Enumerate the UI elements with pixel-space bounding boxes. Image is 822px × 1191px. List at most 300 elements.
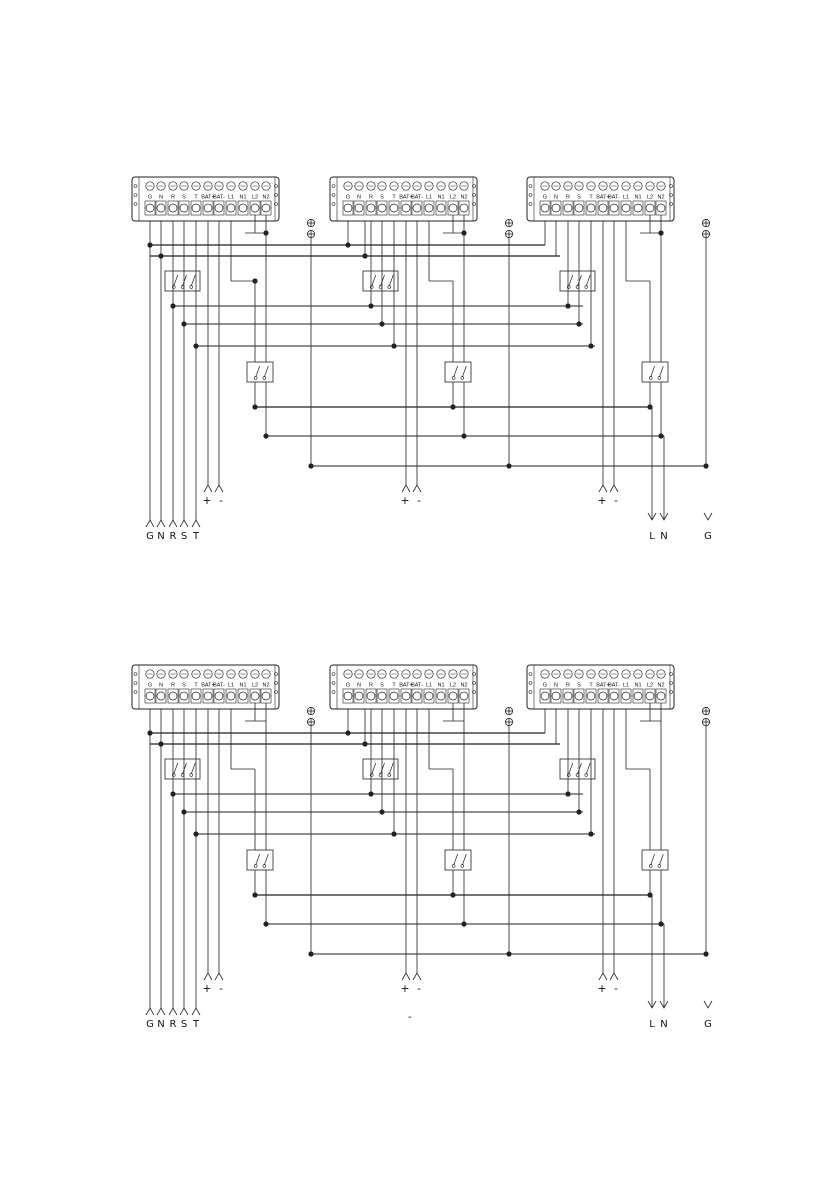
junction-dot xyxy=(576,321,581,326)
terminal-cell xyxy=(574,201,584,215)
terminal-label: R xyxy=(171,682,175,689)
terminal-cell xyxy=(645,201,655,215)
input-label: T xyxy=(192,1019,200,1030)
junction-dot xyxy=(565,303,570,308)
switch-housing xyxy=(247,362,273,382)
mount-hole xyxy=(134,194,137,197)
terminal-label: N xyxy=(357,194,361,201)
switch-contact xyxy=(576,286,579,289)
terminal-label: L1 xyxy=(425,194,433,201)
input-arrow xyxy=(610,973,618,980)
bat-minus-label: - xyxy=(219,982,223,995)
output-breaker xyxy=(445,850,471,870)
screw-bottom xyxy=(437,692,445,700)
switch-contact xyxy=(585,286,588,289)
screw-bottom xyxy=(564,204,572,212)
mount-hole xyxy=(529,194,532,197)
terminal-cell xyxy=(214,201,224,215)
screw-bottom xyxy=(599,204,607,212)
terminal-label: N1 xyxy=(634,682,642,689)
switch-lever xyxy=(174,275,178,286)
terminal-cell xyxy=(656,689,666,703)
screw-bottom xyxy=(587,692,595,700)
input-arrow xyxy=(157,520,165,527)
screw-bottom xyxy=(634,692,642,700)
screw-bottom xyxy=(425,692,433,700)
screw-bottom xyxy=(344,204,352,212)
input-breaker xyxy=(165,759,200,779)
screw-bottom xyxy=(355,204,363,212)
junction-dot xyxy=(362,741,367,746)
screw-bottom xyxy=(262,204,270,212)
terminal-cell xyxy=(354,689,364,703)
output-breaker xyxy=(247,362,273,382)
switch-lever xyxy=(569,275,573,286)
terminal-block xyxy=(527,177,710,238)
terminal-cell xyxy=(250,689,260,703)
terminal-cell xyxy=(377,201,387,215)
terminal-label: BAT- xyxy=(213,194,225,201)
switch-lever xyxy=(586,275,590,286)
terminal-label: G xyxy=(345,194,351,201)
stray-mark: - xyxy=(408,1012,412,1023)
junction-dot xyxy=(588,343,593,348)
terminal-label: L2 xyxy=(646,194,654,201)
input-arrow xyxy=(413,485,421,492)
screw-bottom xyxy=(227,204,235,212)
terminal-cell xyxy=(389,689,399,703)
screw-bottom xyxy=(437,204,445,212)
screw-bottom xyxy=(192,204,200,212)
bat-plus-label: + xyxy=(202,494,212,507)
terminal-cell xyxy=(168,201,178,215)
terminal-cell xyxy=(401,201,411,215)
screw-bottom xyxy=(239,204,247,212)
input-arrow xyxy=(146,520,154,527)
terminal-label: L1 xyxy=(227,682,235,689)
mount-hole xyxy=(134,185,137,188)
terminal-label: N1 xyxy=(634,194,642,201)
switch-contact xyxy=(379,774,382,777)
junction-dot xyxy=(391,831,396,836)
terminal-label: BAT+ xyxy=(399,194,413,201)
switch-contact xyxy=(254,377,257,380)
mount-hole xyxy=(332,673,335,676)
terminal-cell xyxy=(238,689,248,703)
terminal-label: N xyxy=(554,682,558,689)
bat-plus-label: + xyxy=(597,982,607,995)
switch-contact xyxy=(649,377,652,380)
switch-contact xyxy=(658,865,661,868)
screw-bottom xyxy=(622,204,630,212)
terminal-label: L2 xyxy=(251,194,259,201)
junction-dot xyxy=(147,242,152,247)
mount-hole xyxy=(529,673,532,676)
terminal-cell xyxy=(586,201,596,215)
switch-lever xyxy=(389,275,393,286)
switch-lever xyxy=(264,366,268,377)
input-label: S xyxy=(180,531,188,542)
screw-bottom xyxy=(449,204,457,212)
screw-bottom xyxy=(657,204,665,212)
switch-lever xyxy=(264,854,268,865)
switch-lever xyxy=(462,854,466,865)
input-arrow xyxy=(180,520,188,527)
switch-contact xyxy=(461,865,464,868)
terminal-cell xyxy=(598,201,608,215)
junction-dot xyxy=(379,321,384,326)
terminal-cell xyxy=(540,201,550,215)
switch-lever xyxy=(256,366,260,377)
switch-lever xyxy=(389,763,393,774)
switch-contact xyxy=(452,865,455,868)
junction-dot xyxy=(368,303,373,308)
screw-bottom xyxy=(390,204,398,212)
switch-housing xyxy=(363,271,398,291)
terminal-label: G xyxy=(542,194,548,201)
terminal-label: S xyxy=(380,682,384,689)
terminal-label: S xyxy=(182,682,186,689)
switch-housing xyxy=(560,271,595,291)
terminal-label: L2 xyxy=(449,682,457,689)
terminal-cell xyxy=(598,689,608,703)
switch-lever xyxy=(651,854,655,865)
terminal-label: L1 xyxy=(227,194,235,201)
terminal-cell xyxy=(424,201,434,215)
ground-output-label: G xyxy=(704,1019,712,1030)
terminal-label: S xyxy=(380,194,384,201)
switch-contact xyxy=(181,774,184,777)
terminal-label: BAT+ xyxy=(201,682,215,689)
junction-dot xyxy=(379,809,384,814)
switch-lever xyxy=(578,763,582,774)
screw-bottom xyxy=(587,204,595,212)
screw-bottom xyxy=(180,692,188,700)
mount-hole xyxy=(529,203,532,206)
mount-hole xyxy=(332,682,335,685)
switch-lever xyxy=(191,763,195,774)
terminal-label: N1 xyxy=(437,682,445,689)
screw-bottom xyxy=(646,204,654,212)
terminal-cell xyxy=(633,201,643,215)
terminal-cell xyxy=(389,201,399,215)
input-label: S xyxy=(180,1019,188,1030)
terminal-cell xyxy=(633,689,643,703)
switch-lever xyxy=(659,366,663,377)
junction-dot xyxy=(252,278,257,283)
switch-lever xyxy=(183,763,187,774)
terminal-label: L1 xyxy=(622,682,630,689)
terminal-label: G xyxy=(147,194,153,201)
terminal-cell xyxy=(377,689,387,703)
terminal-cell xyxy=(366,201,376,215)
input-arrow xyxy=(215,973,223,980)
mount-hole xyxy=(332,185,335,188)
output-label: L xyxy=(649,531,655,542)
screw-bottom xyxy=(552,692,560,700)
terminal-label: T xyxy=(392,682,396,689)
screw-bottom xyxy=(192,692,200,700)
screw-bottom xyxy=(204,692,212,700)
switch-lever xyxy=(381,275,385,286)
switch-housing xyxy=(247,850,273,870)
screw-bottom xyxy=(146,204,154,212)
output-label: L xyxy=(649,1019,655,1030)
terminal-label: N2 xyxy=(460,682,468,689)
terminal-label: N xyxy=(357,682,361,689)
bat-minus-label: - xyxy=(614,982,618,995)
screw-bottom xyxy=(367,692,375,700)
bat-plus-label: + xyxy=(400,494,410,507)
terminal-label: S xyxy=(577,194,581,201)
terminal-label: T xyxy=(589,194,593,201)
terminal-block xyxy=(132,665,315,726)
terminal-cell xyxy=(574,689,584,703)
switch-lever xyxy=(454,366,458,377)
switch-housing xyxy=(642,362,668,382)
terminal-label: T xyxy=(194,194,198,201)
switch-lever xyxy=(578,275,582,286)
terminal-block xyxy=(132,177,315,238)
terminal-label: N2 xyxy=(262,194,270,201)
screw-bottom xyxy=(169,204,177,212)
bat-minus-label: - xyxy=(417,982,421,995)
screw-bottom xyxy=(239,692,247,700)
terminal-cell xyxy=(156,201,166,215)
screw-bottom xyxy=(402,204,410,212)
terminal-block xyxy=(527,665,710,726)
terminal-label: BAT- xyxy=(608,682,620,689)
screw-bottom xyxy=(157,692,165,700)
screw-bottom xyxy=(378,204,386,212)
junction-dot xyxy=(158,741,163,746)
screw-bottom xyxy=(215,692,223,700)
terminal-label: R xyxy=(566,682,570,689)
terminal-label: R xyxy=(171,194,175,201)
terminal-label: BAT+ xyxy=(201,194,215,201)
switch-housing xyxy=(445,850,471,870)
screw-bottom xyxy=(634,204,642,212)
terminal-cell xyxy=(226,689,236,703)
switch-lever xyxy=(256,854,260,865)
switch-lever xyxy=(586,763,590,774)
terminal-cell xyxy=(436,201,446,215)
screw-bottom xyxy=(344,692,352,700)
terminal-cell xyxy=(645,689,655,703)
output-breaker xyxy=(642,362,668,382)
terminal-label: G xyxy=(147,682,153,689)
terminal-cell xyxy=(226,201,236,215)
screw-bottom xyxy=(413,692,421,700)
terminal-label: L1 xyxy=(622,194,630,201)
bat-minus-label: - xyxy=(219,494,223,507)
output-label: N xyxy=(660,1019,668,1030)
terminal-cell xyxy=(203,689,213,703)
bat-plus-label: + xyxy=(400,982,410,995)
screw-bottom xyxy=(390,692,398,700)
switch-contact xyxy=(263,865,266,868)
switch-housing xyxy=(165,759,200,779)
input-arrow xyxy=(192,1008,200,1015)
terminal-cell xyxy=(401,689,411,703)
mount-hole xyxy=(134,682,137,685)
switch-lever xyxy=(372,275,376,286)
input-arrow xyxy=(215,485,223,492)
terminal-cell xyxy=(656,201,666,215)
terminal-label: G xyxy=(345,682,351,689)
input-label: N xyxy=(157,1019,165,1030)
junction-dot xyxy=(170,791,175,796)
input-breaker xyxy=(560,759,595,779)
terminal-label: N1 xyxy=(239,682,247,689)
switch-contact xyxy=(263,377,266,380)
switch-lever xyxy=(381,763,385,774)
terminal-cell xyxy=(621,689,631,703)
switch-housing xyxy=(642,850,668,870)
mount-hole xyxy=(332,194,335,197)
junction-dot xyxy=(391,343,396,348)
junction-dot xyxy=(345,730,350,735)
bat-minus-label: - xyxy=(614,494,618,507)
screw-bottom xyxy=(425,204,433,212)
terminal-cell xyxy=(343,201,353,215)
terminal-cell xyxy=(261,689,271,703)
junction-dot xyxy=(147,730,152,735)
screw-bottom xyxy=(251,204,259,212)
terminal-cell xyxy=(214,689,224,703)
switch-housing xyxy=(560,759,595,779)
terminal-cell xyxy=(424,689,434,703)
screw-bottom xyxy=(541,692,549,700)
junction-dot xyxy=(576,809,581,814)
switch-contact xyxy=(576,774,579,777)
output-arrow xyxy=(704,513,712,520)
terminal-label: T xyxy=(589,682,593,689)
input-breaker xyxy=(560,271,595,291)
terminal-label: N xyxy=(554,194,558,201)
screw-bottom xyxy=(552,204,560,212)
switch-lever xyxy=(462,366,466,377)
terminal-cell xyxy=(261,201,271,215)
input-arrow xyxy=(204,973,212,980)
mount-hole xyxy=(134,691,137,694)
mount-hole xyxy=(529,691,532,694)
terminal-cell xyxy=(366,689,376,703)
screw-bottom xyxy=(402,692,410,700)
input-arrow xyxy=(146,1008,154,1015)
terminal-label: R xyxy=(369,194,373,201)
terminal-label: S xyxy=(182,194,186,201)
screw-bottom xyxy=(575,204,583,212)
bottom-wiring-diagram xyxy=(132,665,712,1030)
switch-contact xyxy=(585,774,588,777)
terminal-label: R xyxy=(369,682,373,689)
input-arrow xyxy=(599,973,607,980)
screw-bottom xyxy=(355,692,363,700)
junction-dot xyxy=(170,303,175,308)
screw-bottom xyxy=(599,692,607,700)
terminal-cell xyxy=(563,689,573,703)
screw-bottom xyxy=(564,692,572,700)
switch-lever xyxy=(372,763,376,774)
terminal-cell xyxy=(168,689,178,703)
terminal-label: T xyxy=(194,682,198,689)
switch-lever xyxy=(191,275,195,286)
switch-housing xyxy=(363,759,398,779)
screw-bottom xyxy=(460,204,468,212)
input-label: R xyxy=(169,1019,177,1030)
terminal-label: N2 xyxy=(657,682,665,689)
switch-lever xyxy=(659,854,663,865)
mount-hole xyxy=(134,203,137,206)
terminal-label: L2 xyxy=(251,682,259,689)
terminal-label: N xyxy=(159,682,163,689)
terminal-cell xyxy=(238,201,248,215)
terminal-label: BAT+ xyxy=(596,682,610,689)
terminal-label: BAT- xyxy=(411,682,423,689)
screw-bottom xyxy=(169,692,177,700)
mount-hole xyxy=(529,185,532,188)
input-arrow xyxy=(169,520,177,527)
switch-contact xyxy=(190,774,193,777)
input-label: T xyxy=(192,531,200,542)
terminal-cell xyxy=(343,689,353,703)
terminal-block xyxy=(330,665,513,726)
terminal-label: L1 xyxy=(425,682,433,689)
terminal-label: N2 xyxy=(657,194,665,201)
terminal-label: L2 xyxy=(449,194,457,201)
switch-contact xyxy=(461,377,464,380)
output-breaker xyxy=(642,850,668,870)
terminal-label: BAT+ xyxy=(399,682,413,689)
switch-housing xyxy=(445,362,471,382)
switch-contact xyxy=(388,286,391,289)
terminal-cell xyxy=(191,689,201,703)
terminal-cell xyxy=(354,201,364,215)
screw-bottom xyxy=(215,204,223,212)
screw-bottom xyxy=(610,692,618,700)
switch-lever xyxy=(651,366,655,377)
terminal-cell xyxy=(586,689,596,703)
terminal-cell xyxy=(250,201,260,215)
output-arrow xyxy=(704,1001,712,1008)
screw-bottom xyxy=(575,692,583,700)
terminal-label: BAT- xyxy=(608,194,620,201)
input-arrow xyxy=(610,485,618,492)
terminal-cell xyxy=(156,689,166,703)
switch-lever xyxy=(454,854,458,865)
bat-plus-label: + xyxy=(202,982,212,995)
terminal-cell xyxy=(551,689,561,703)
ground-output-label: G xyxy=(704,531,712,542)
screw-bottom xyxy=(646,692,654,700)
terminal-cell xyxy=(145,201,155,215)
input-label: N xyxy=(157,531,165,542)
terminal-label: N1 xyxy=(239,194,247,201)
switch-contact xyxy=(254,865,257,868)
terminal-label: R xyxy=(566,194,570,201)
input-arrow xyxy=(204,485,212,492)
junction-dot xyxy=(181,809,186,814)
terminal-cell xyxy=(412,201,422,215)
terminal-cell xyxy=(412,689,422,703)
terminal-cell xyxy=(448,689,458,703)
terminal-label: BAT- xyxy=(411,194,423,201)
screw-bottom xyxy=(251,692,259,700)
terminal-label: N1 xyxy=(437,194,445,201)
junction-dot xyxy=(181,321,186,326)
input-arrow xyxy=(402,485,410,492)
